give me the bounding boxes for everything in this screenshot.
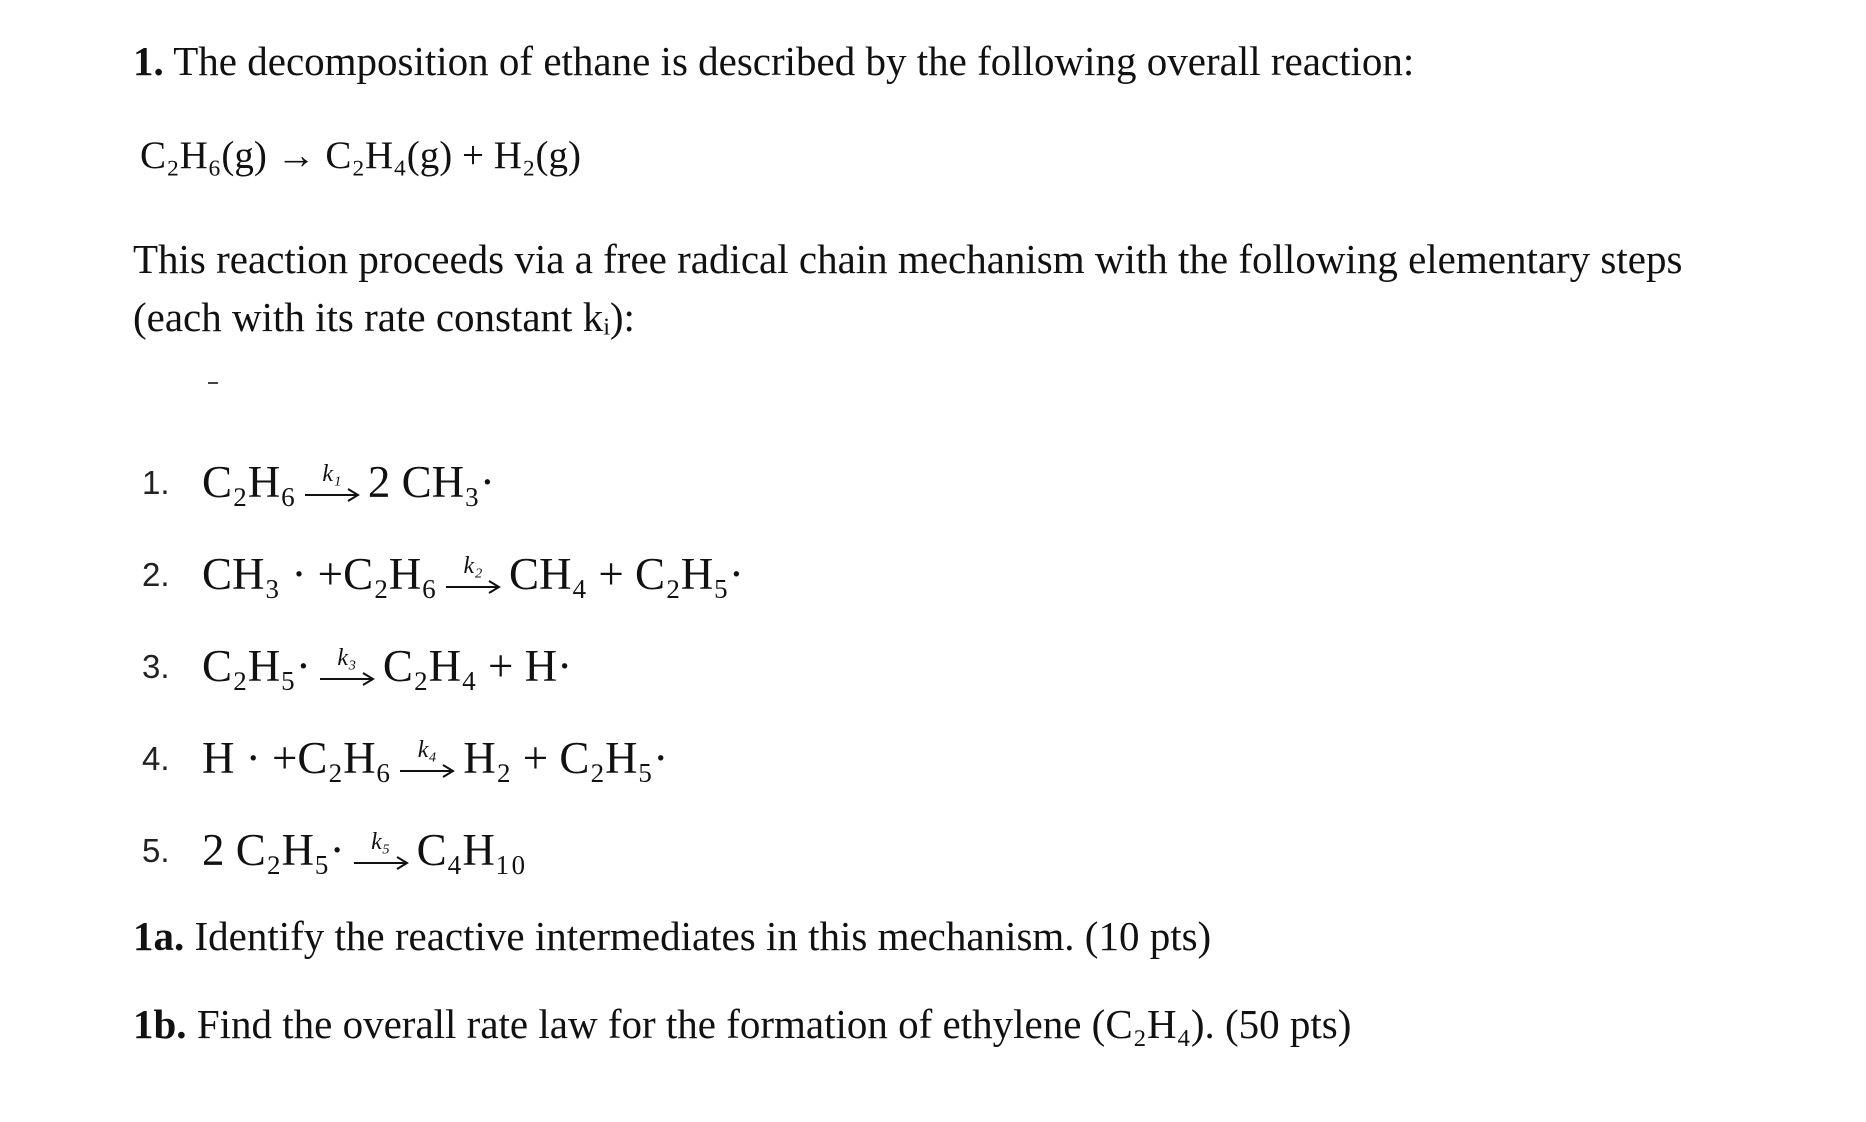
question-label: 1a. bbox=[133, 913, 185, 959]
problem-heading bbox=[133, 38, 1414, 85]
step-equation bbox=[202, 640, 572, 696]
mechanism-step bbox=[142, 788, 744, 880]
step-products: C₂H₄ + H· bbox=[382, 641, 573, 691]
arrow-right-icon bbox=[304, 488, 360, 502]
reaction-arrow bbox=[399, 738, 455, 778]
arrow-right-icon bbox=[353, 856, 409, 870]
rate-constant: k₄ bbox=[417, 737, 437, 763]
reaction-arrow bbox=[445, 554, 501, 594]
rate-constant: k₁ bbox=[322, 461, 342, 487]
overall-arrow: → bbox=[276, 134, 316, 177]
step-number: 2. bbox=[142, 556, 170, 593]
step-number: 3. bbox=[142, 648, 170, 685]
rate-constant: k₃ bbox=[337, 645, 357, 671]
step-equation bbox=[202, 732, 668, 788]
step-equation bbox=[202, 456, 495, 512]
reaction-arrow bbox=[353, 830, 409, 870]
step-reactants: C₂H₆ bbox=[202, 457, 296, 507]
mechanism-step bbox=[142, 512, 744, 604]
overall-product1-phase: (g) bbox=[406, 134, 453, 177]
mechanism-step bbox=[142, 420, 744, 512]
mechanism-text-line1: This reaction proceeds via a free radical chain mechanism with the following elementary steps bbox=[133, 236, 1683, 282]
step-equation bbox=[202, 824, 526, 880]
mechanism-step bbox=[142, 604, 744, 696]
step-products: CH₄ + C₂H₅· bbox=[508, 549, 744, 599]
step-products: 2 CH₃· bbox=[367, 457, 495, 507]
mechanism-step bbox=[142, 696, 744, 788]
question-label: 1b. bbox=[133, 1001, 187, 1047]
rate-constant: k₅ bbox=[371, 829, 391, 855]
overall-product2: H₂ bbox=[493, 134, 536, 177]
overall-product2-phase: (g) bbox=[535, 134, 581, 177]
rate-constant: k₂ bbox=[463, 553, 483, 579]
reaction-arrow bbox=[319, 646, 375, 686]
overall-reaction bbox=[140, 133, 581, 178]
step-reactants: C₂H₅· bbox=[202, 641, 311, 691]
mechanism-text-line2: (each with its rate constant kᵢ): bbox=[133, 294, 635, 340]
arrow-right-icon bbox=[445, 580, 501, 594]
question-1b bbox=[133, 1000, 1351, 1048]
mechanism-steps bbox=[142, 420, 744, 880]
step-products: H₂ + C₂H₅· bbox=[463, 733, 669, 783]
step-reactants: 2 C₂H₅· bbox=[202, 825, 345, 875]
step-equation bbox=[202, 548, 744, 604]
step-number: 1. bbox=[142, 464, 170, 501]
step-products: C₄H₁₀ bbox=[416, 825, 527, 875]
arrow-right-icon bbox=[319, 672, 375, 686]
question-text: Find the overall rate law for the formation of ethylene (C₂H₄). (50 pts) bbox=[196, 1001, 1352, 1047]
step-number: 5. bbox=[142, 832, 170, 869]
overall-reactant: C₂H₆ bbox=[140, 134, 222, 177]
step-number: 4. bbox=[142, 740, 170, 777]
problem-number: 1. bbox=[133, 38, 164, 84]
question-text: Identify the reactive intermediates in this mechanism. (10 pts) bbox=[194, 913, 1212, 959]
step-reactants: H · +C₂H₆ bbox=[202, 733, 392, 783]
arrow-right-icon bbox=[399, 764, 455, 778]
stray-dash bbox=[208, 382, 218, 384]
overall-product1: C₂H₄ bbox=[325, 134, 407, 177]
overall-plus: + bbox=[461, 134, 484, 177]
step-reactants: CH₃ · +C₂H₆ bbox=[202, 549, 437, 599]
problem-intro: The decomposition of ethane is described by the following overall reaction: bbox=[173, 38, 1415, 84]
question-1a bbox=[133, 912, 1211, 960]
reaction-arrow bbox=[304, 462, 360, 502]
overall-reactant-phase: (g) bbox=[221, 134, 267, 177]
